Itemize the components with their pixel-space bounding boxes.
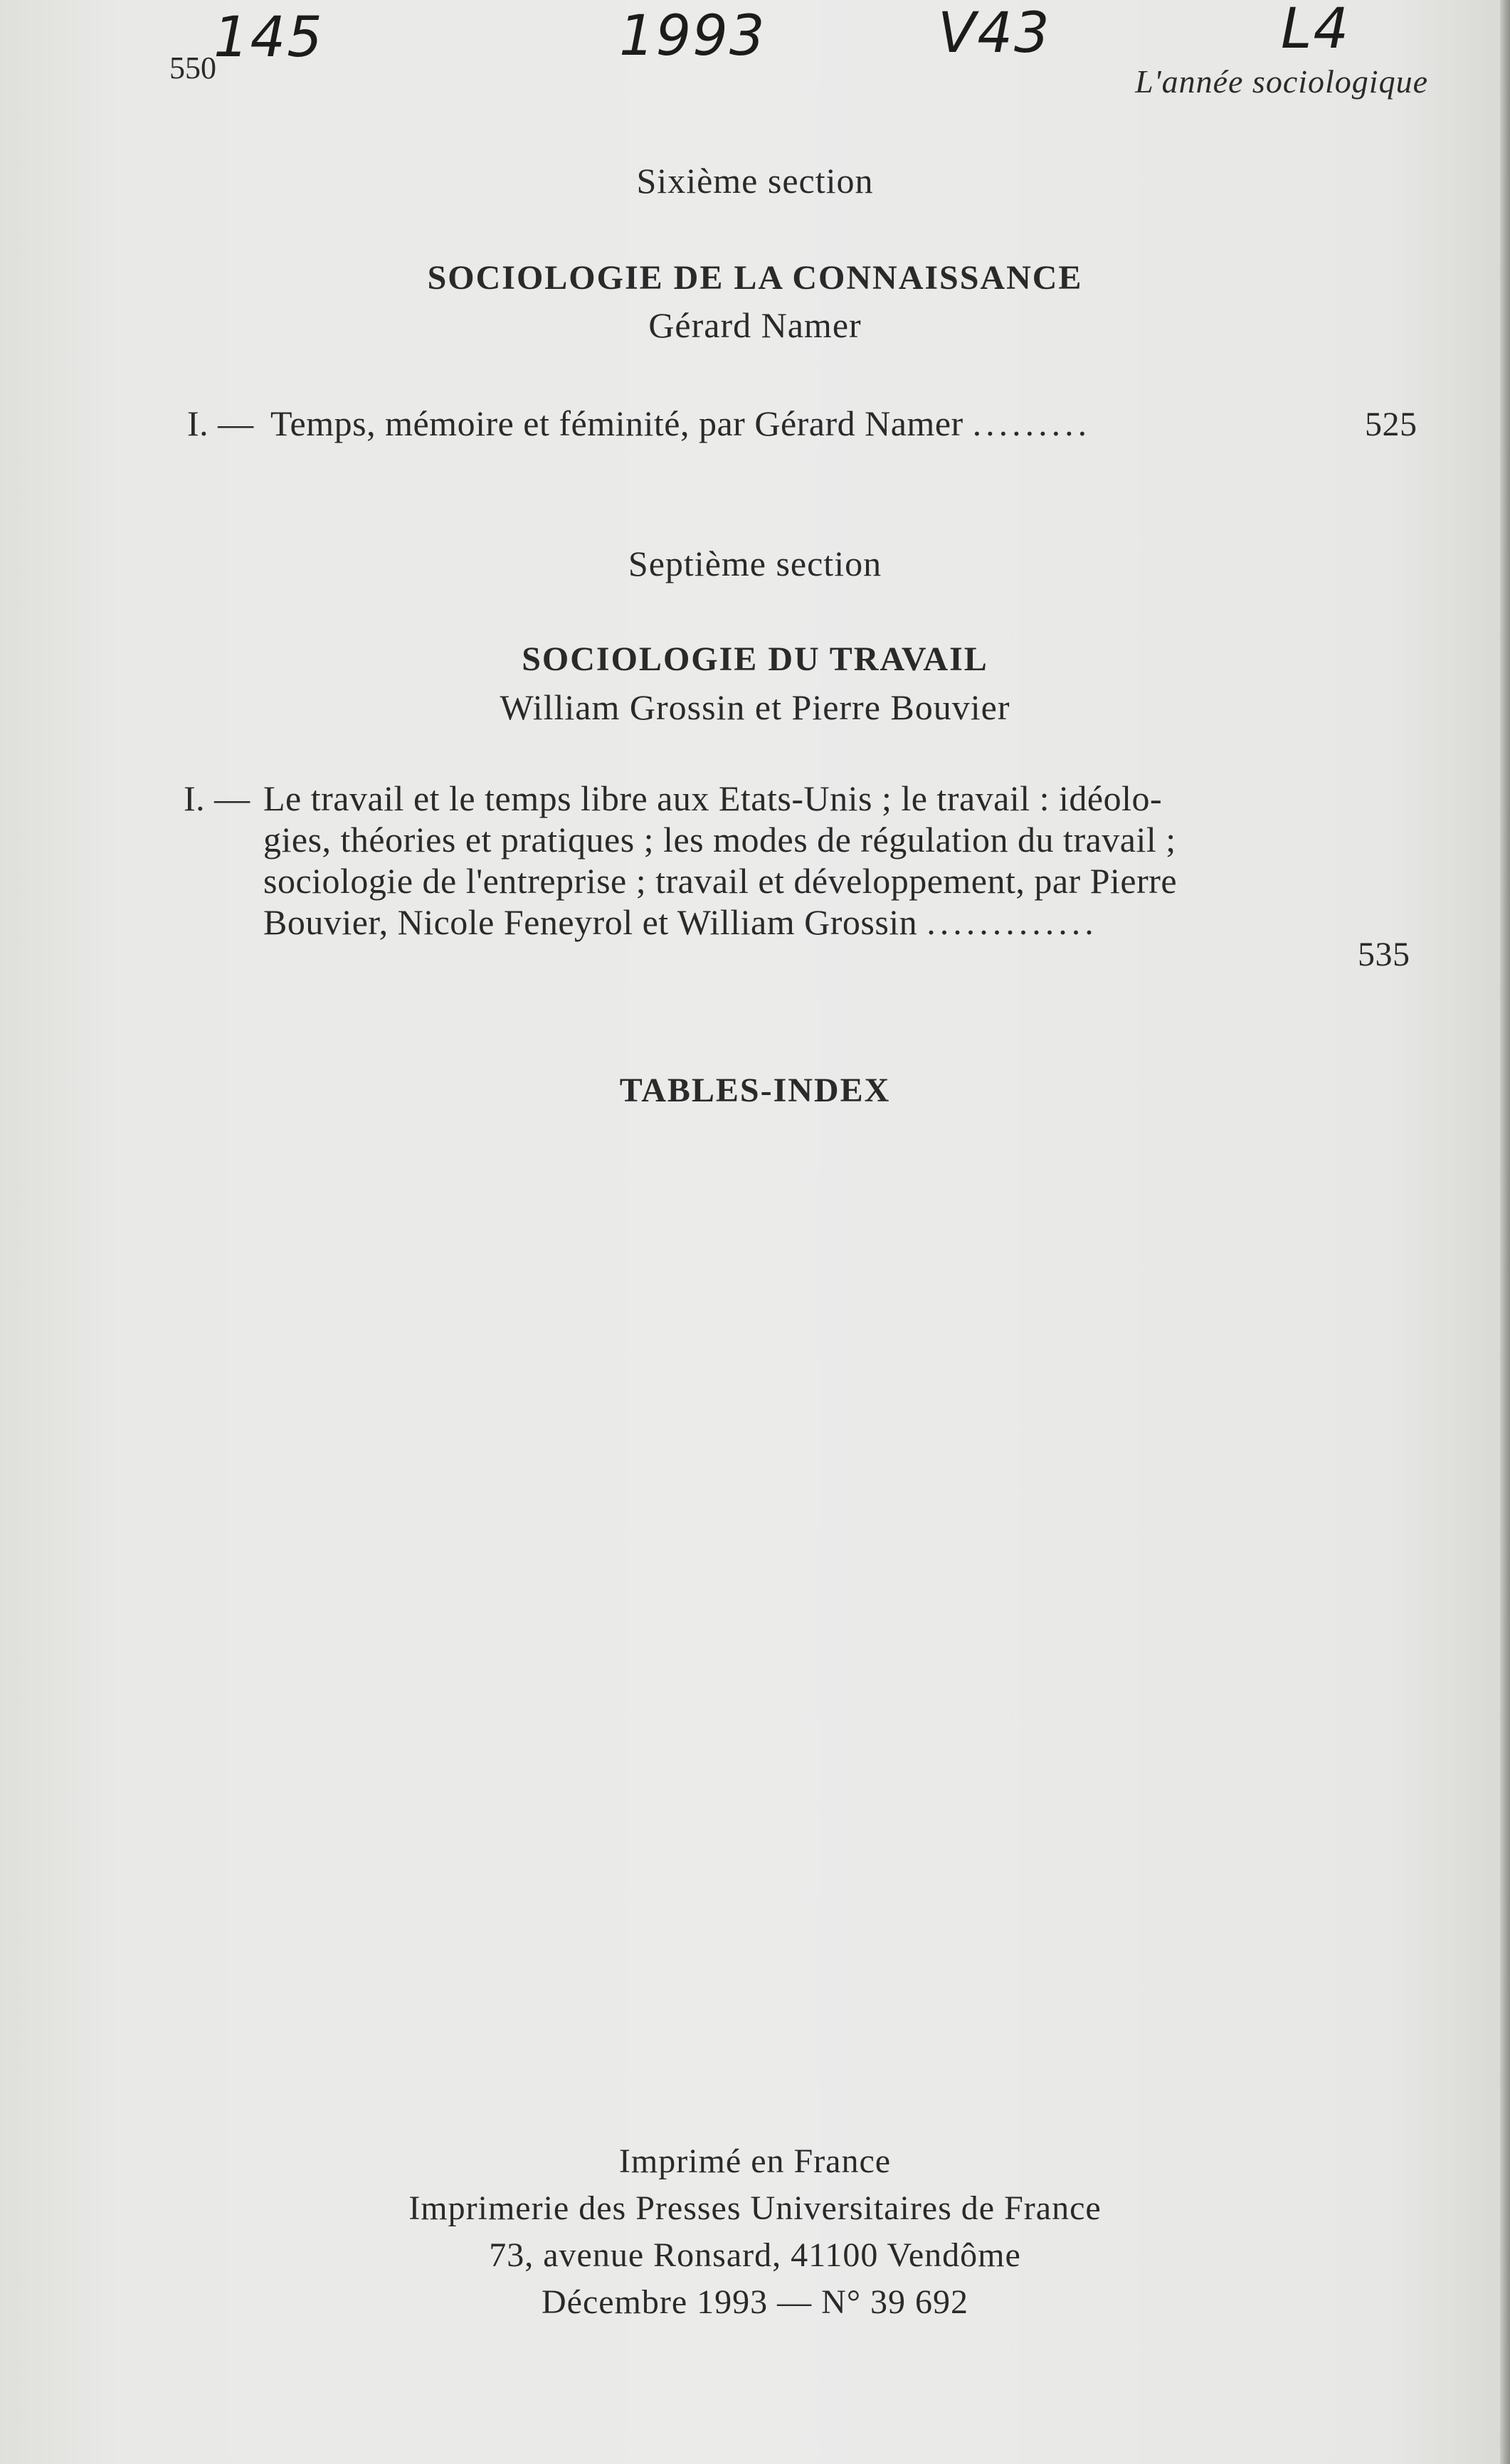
imprint-line: Imprimé en France <box>618 2142 892 2180</box>
running-title: L'année sociologique <box>1135 63 1428 100</box>
entry-line: Bouvier, Nicole Feneyrol et William Grossin <box>263 902 918 942</box>
section-title: SOCIOLOGIE DU TRAVAIL <box>522 640 988 678</box>
imprint-line: Décembre 1993 — N° 39 692 <box>541 2283 969 2321</box>
entry-line: Temps, mémoire et féminité, par Gérard Namer <box>270 403 963 443</box>
section-label: Septième section <box>628 544 882 583</box>
toc-entry <box>187 403 1425 445</box>
handwritten-mark: V43 <box>938 1 1051 65</box>
page-number: 550 <box>169 51 216 85</box>
dot-leader: ......... <box>972 403 1092 443</box>
section-title: SOCIOLOGIE DE LA CONNAISSANCE <box>427 259 1083 297</box>
entry-page: 525 <box>1365 406 1417 443</box>
imprint <box>0 2138 1510 2326</box>
handwritten-mark: L4 <box>1281 0 1351 61</box>
entry-page: 535 <box>1358 936 1410 973</box>
entry-text <box>270 403 1091 444</box>
entry-last-line <box>263 901 1373 943</box>
handwritten-mark: 1993 <box>619 4 766 68</box>
entry-line: gies, théories et pratiques ; les modes de régulation du travail ; <box>263 820 1176 860</box>
entry-number: I. — <box>187 403 254 443</box>
dot-leader: ............. <box>926 902 1098 942</box>
section-label: Sixième section <box>636 161 874 201</box>
tables-index-heading: TABLES-INDEX <box>619 1072 891 1109</box>
section-editors: Gérard Namer <box>648 305 862 345</box>
handwritten-mark: 145 <box>213 6 324 70</box>
toc-entry <box>184 778 1425 973</box>
section-editors: William Grossin et Pierre Bouvier <box>500 687 1010 727</box>
entry-number: I. — <box>184 778 250 818</box>
imprint-line: 73, avenue Ronsard, 41100 Vendôme <box>489 2236 1021 2274</box>
imprint-line: Imprimerie des Presses Universitaires de France <box>408 2189 1102 2227</box>
page-edge-shadow <box>1500 0 1510 2464</box>
entry-line: sociologie de l'entreprise ; travail et développement, par Pierre <box>263 861 1178 901</box>
entry-text <box>263 778 1373 943</box>
entry-line: Le travail et le temps libre aux Etats-Unis ; le travail : idéolo- <box>263 778 1163 818</box>
